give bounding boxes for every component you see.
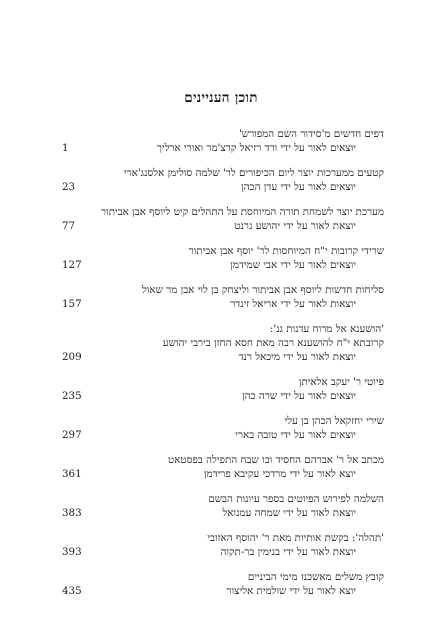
entry-title: שרידי קרובות י"ח המיוחסות לר' יוסף אבן אביתור: [188, 245, 384, 257]
toc-entry[interactable]: [62, 453, 384, 481]
entry-title: קובץ משלים מאשכנז מימי הביניים: [247, 571, 384, 583]
entry-page-number: 157: [62, 298, 82, 310]
entry-page-number: 435: [62, 585, 82, 597]
entry-title: 'תהלה': בקשת אותיות מאת ר' יהוסף האזובי: [207, 532, 384, 544]
entry-page-number: 23: [62, 181, 76, 193]
toc-entry[interactable]: [62, 322, 384, 364]
entry-credit: יוצאים לאור על ידי עדן הכהן: [241, 181, 356, 193]
entry-title: שירי יחזקאל הכהן בן עלי: [284, 415, 384, 427]
entry-page-number: 361: [62, 468, 82, 480]
entry-title: מכתב אל ר' אברהם החסיד ובו שבח התפילה בפסטאט: [168, 454, 384, 466]
entry-credit: יוצא לאור על ידי שולמית אליצור: [226, 585, 356, 597]
entry-title: השלמה לפירוש הפיוטים בספר עיונות הבשם: [208, 493, 384, 505]
entry-page-number: 297: [62, 429, 82, 441]
entry-page-number: 393: [62, 546, 82, 558]
entry-page-number: 1: [62, 142, 69, 154]
entry-credit: יוצאים לאור על ידי ורד רזיאל קרצ'מר ואורי ארליך: [156, 142, 356, 154]
entry-credit: יוצאת לאור על ידי שמחה עמנואל: [222, 507, 356, 519]
entry-page-number: 209: [62, 351, 82, 363]
toc-title: תוכן העניינים: [184, 90, 258, 106]
toc-entry[interactable]: [62, 205, 384, 233]
entry-title: מערכת יוצר לשמחת תורה המיוחסת על התהלים קיט ליוסף אבן אביתור: [101, 206, 384, 218]
toc-entry[interactable]: [62, 127, 384, 155]
entry-credit: יוצאים לאור על ידי אבי שמידמן: [230, 259, 356, 271]
toc-entry[interactable]: [62, 531, 384, 559]
entry-title: פיוטי ר' יעקב אלאיתן: [298, 376, 384, 388]
toc-entry[interactable]: [62, 414, 384, 442]
toc-entry[interactable]: [62, 166, 384, 194]
entry-credit: יוצאת לאור על ידי בנימין בר-תקוה: [220, 546, 356, 558]
toc-entry[interactable]: [62, 283, 384, 311]
entry-credit: יוצאים לאור על ידי שרה כהן: [242, 390, 356, 402]
toc-entries: [62, 127, 384, 598]
entry-credit: יוצאות לאור על ידי אריאל זינדר: [230, 298, 356, 310]
entry-title: 'הושענא אל מרוח עדנות גנ':: [269, 323, 384, 335]
toc-entry[interactable]: [62, 570, 384, 598]
entry-credit: יוצאים לאור על ידי טובה בארי: [235, 429, 356, 441]
entry-page-number: 127: [62, 259, 82, 271]
entry-title: סליחות חדשות ליוסף אבן אביתור וליצחק בן לוי אבן מר שאול: [141, 284, 384, 296]
entry-subtitle: קרובתא י"ח להושענא רבה מאת חסא החזן בירבי יהושע: [162, 337, 384, 349]
entry-page-number: 383: [62, 507, 82, 519]
entry-title: קטעים ממערכות יוצר ליום הכיפורים לר' שלמה סולימן אלסנג'ארי: [123, 167, 384, 179]
entry-credit: יוצאת לאור על ידי יהושע גרנט: [234, 220, 356, 232]
entry-page-number: 77: [62, 220, 76, 232]
entry-title: דפים חדשים מ'סידור השם המפורש': [238, 128, 384, 140]
toc-entry[interactable]: [62, 492, 384, 520]
toc-entry[interactable]: [62, 375, 384, 403]
entry-credit: יוצאת לאור על ידי מיכאל רנד: [238, 351, 356, 363]
entry-page-number: 235: [62, 390, 82, 402]
toc-entry[interactable]: [62, 244, 384, 272]
entry-credit: יוצא לאור על ידי מרדכי עקיבא פרידמן: [203, 468, 356, 480]
